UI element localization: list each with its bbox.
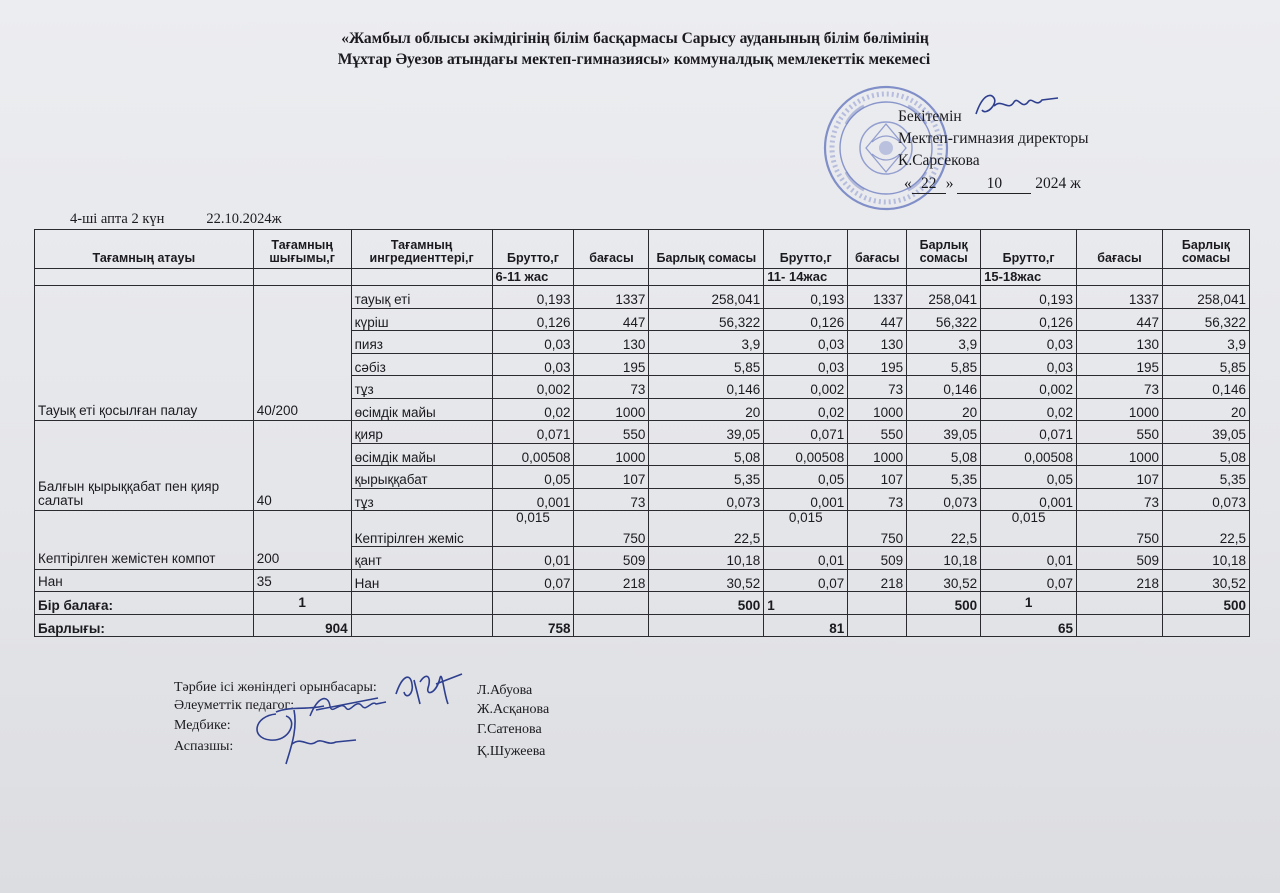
price-value-group-2: 195 [848, 353, 907, 376]
dish-yield: 200 [253, 511, 351, 570]
header-price-2: бағасы [848, 230, 907, 269]
price-value-group-3: 509 [1077, 547, 1163, 570]
total-value-group-1: 258,041 [649, 286, 764, 309]
price-value-group-3: 107 [1077, 466, 1163, 489]
ingredient-name: тұз [351, 488, 492, 511]
header-price-3: бағасы [1077, 230, 1163, 269]
total-value-group-1: 0,073 [649, 488, 764, 511]
header-gross-2: Брутто,г [764, 230, 848, 269]
total-value-group-2: 5,35 [907, 466, 981, 489]
price-value-group-1: 550 [574, 421, 649, 444]
header-ingredients: Тағамның ингредиенттері,г [351, 230, 492, 269]
gross-value-group-2: 0,015 [764, 511, 848, 547]
total-value-group-3: 5,35 [1162, 466, 1249, 489]
price-value-group-3: 195 [1077, 353, 1163, 376]
total-value-group-1: 30,52 [649, 569, 764, 592]
gross-value-group-3: 0,001 [981, 488, 1077, 511]
price-value-group-3: 73 [1077, 488, 1163, 511]
approval-date [904, 175, 1081, 194]
gross-value-group-3: 0,07 [981, 569, 1077, 592]
gross-value-group-2: 0,126 [764, 308, 848, 331]
price-value-group-2: 550 [848, 421, 907, 444]
total-value-group-1: 39,05 [649, 421, 764, 444]
director-name: К.Сарсекова [898, 152, 980, 169]
header-yield: Тағамның шығымы,г [253, 230, 351, 269]
ingredient-name: қияр [351, 421, 492, 444]
price-value-group-3: 750 [1077, 511, 1163, 547]
per-child-row [35, 592, 1250, 615]
gross-value-group-3: 0,02 [981, 398, 1077, 421]
total-value-group-3: 22,5 [1162, 511, 1249, 547]
gross-value-group-3: 0,071 [981, 421, 1077, 444]
staff-name: Қ.Шужеева [477, 744, 546, 759]
header-total-2: Барлық сомасы [907, 230, 981, 269]
total-value-group-1: 22,5 [649, 511, 764, 547]
total-value-group-3: 30,52 [1162, 569, 1249, 592]
staff-name: Г.Сатенова [477, 722, 542, 737]
ingredient-name: қырыққабат [351, 466, 492, 489]
dish-yield: 40 [253, 421, 351, 511]
price-value-group-2: 447 [848, 308, 907, 331]
table-row [35, 569, 1250, 592]
totals-label: Барлығы: [35, 614, 254, 637]
staff-name: Л.Абуова [477, 683, 533, 698]
total-value-group-3: 39,05 [1162, 421, 1249, 444]
price-value-group-1: 195 [574, 353, 649, 376]
gross-value-group-1: 0,01 [492, 547, 574, 570]
ingredient-name: қант [351, 547, 492, 570]
total-value-group-1: 56,322 [649, 308, 764, 331]
ingredient-name: Кептірілген жеміс [351, 511, 492, 547]
gross-value-group-2: 0,03 [764, 353, 848, 376]
gross-value-group-1: 0,03 [492, 353, 574, 376]
ingredient-name: тұз [351, 376, 492, 399]
approval-month: 10 [957, 175, 1031, 194]
gross-value-group-1: 0,00508 [492, 443, 574, 466]
gross-value-group-1: 0,05 [492, 466, 574, 489]
gross-value-group-2: 0,03 [764, 331, 848, 354]
gross-value-group-2: 0,002 [764, 376, 848, 399]
total-value-group-3: 20 [1162, 398, 1249, 421]
price-value-group-1: 1337 [574, 286, 649, 309]
gross-value-group-2: 0,02 [764, 398, 848, 421]
staff-role: Тәрбие ісі жөніндегі орынбасары: [174, 680, 377, 695]
price-value-group-1: 218 [574, 569, 649, 592]
gross-value-group-3: 0,00508 [981, 443, 1077, 466]
price-value-group-1: 447 [574, 308, 649, 331]
total-value-group-2: 0,146 [907, 376, 981, 399]
per-child-label: Бір балаға: [35, 592, 254, 615]
dish-yield: 35 [253, 569, 351, 592]
total-value-group-2: 5,85 [907, 353, 981, 376]
gross-value-group-2: 0,193 [764, 286, 848, 309]
totals-yield: 904 [253, 614, 351, 637]
header-gross-1: Брутто,г [492, 230, 574, 269]
gross-value-group-1: 0,03 [492, 331, 574, 354]
totals-group-2: 81 [764, 614, 848, 637]
deputy-signature [392, 664, 466, 714]
total-value-group-2: 0,073 [907, 488, 981, 511]
price-value-group-2: 750 [848, 511, 907, 547]
total-value-group-3: 3,9 [1162, 331, 1249, 354]
table-header-row [35, 230, 1250, 269]
price-value-group-1: 107 [574, 466, 649, 489]
staff-role: Медбике: [174, 718, 231, 733]
gross-value-group-3: 0,05 [981, 466, 1077, 489]
gross-value-group-2: 0,07 [764, 569, 848, 592]
gross-value-group-3: 0,015 [981, 511, 1077, 547]
ingredient-name: тауық еті [351, 286, 492, 309]
gross-value-group-3: 0,126 [981, 308, 1077, 331]
per-child-sum-3: 500 [1162, 592, 1249, 615]
total-value-group-3: 5,08 [1162, 443, 1249, 466]
staff-role: Әлеуметтік педагог: [174, 698, 295, 713]
total-value-group-2: 22,5 [907, 511, 981, 547]
menu-date-line [70, 211, 324, 228]
price-value-group-2: 1000 [848, 398, 907, 421]
dish-name: Балғын қырыққабат пен қияр салаты [35, 421, 254, 511]
total-value-group-1: 20 [649, 398, 764, 421]
gross-value-group-3: 0,03 [981, 353, 1077, 376]
age-group-3: 15-18жас [981, 269, 1077, 286]
gross-value-group-2: 0,00508 [764, 443, 848, 466]
staff-role: Аспазшы: [174, 739, 234, 754]
ingredient-name: өсімдік майы [351, 443, 492, 466]
nurse-cook-signature [246, 702, 362, 768]
dish-name: Кептірілген жемістен компот [35, 511, 254, 570]
ingredient-name: өсімдік майы [351, 398, 492, 421]
price-value-group-1: 750 [574, 511, 649, 547]
menu-table [34, 229, 1250, 637]
header-line-2: Мұхтар Әуезов атындағы мектеп-гимназиясы» коммуналдық мемлекеттік мекемесі [337, 51, 931, 68]
price-value-group-2: 73 [848, 488, 907, 511]
price-value-group-3: 550 [1077, 421, 1163, 444]
header-price-1: бағасы [574, 230, 649, 269]
total-value-group-2: 30,52 [907, 569, 981, 592]
gross-value-group-1: 0,02 [492, 398, 574, 421]
ingredient-name: пияз [351, 331, 492, 354]
totals-row [35, 614, 1250, 637]
director-position: Мектеп-гимназия директоры [898, 130, 1089, 147]
price-value-group-1: 73 [574, 376, 649, 399]
gross-value-group-1: 0,001 [492, 488, 574, 511]
price-value-group-2: 130 [848, 331, 907, 354]
dish-name: Тауық еті қосылған палау [35, 286, 254, 421]
total-value-group-1: 5,08 [649, 443, 764, 466]
date-quote-close: » [945, 175, 954, 192]
total-value-group-3: 56,322 [1162, 308, 1249, 331]
price-value-group-1: 1000 [574, 443, 649, 466]
per-child-count-2: 1 [764, 592, 848, 615]
total-value-group-1: 5,35 [649, 466, 764, 489]
total-value-group-1: 0,146 [649, 376, 764, 399]
age-group-1: 6-11 жас [492, 269, 574, 286]
header-dish: Тағамның атауы [35, 230, 254, 269]
gross-value-group-2: 0,05 [764, 466, 848, 489]
dish-yield: 40/200 [253, 286, 351, 421]
week-day: 4-ші апта 2 күн [70, 211, 165, 227]
gross-value-group-1: 0,015 [492, 511, 574, 547]
age-group-row [35, 269, 1250, 286]
gross-value-group-1: 0,126 [492, 308, 574, 331]
total-value-group-3: 5,85 [1162, 353, 1249, 376]
approval-year: 2024 ж [1035, 175, 1081, 192]
total-value-group-2: 10,18 [907, 547, 981, 570]
gross-value-group-1: 0,071 [492, 421, 574, 444]
approve-label: Бекітемін [898, 108, 962, 125]
gross-value-group-3: 0,03 [981, 331, 1077, 354]
gross-value-group-1: 0,07 [492, 569, 574, 592]
price-value-group-1: 1000 [574, 398, 649, 421]
staff-name: Ж.Асқанова [477, 702, 550, 717]
gross-value-group-3: 0,002 [981, 376, 1077, 399]
total-value-group-1: 5,85 [649, 353, 764, 376]
price-value-group-2: 73 [848, 376, 907, 399]
table-row [35, 511, 1250, 547]
gross-value-group-2: 0,01 [764, 547, 848, 570]
gross-value-group-2: 0,001 [764, 488, 848, 511]
header-gross-3: Брутто,г [981, 230, 1077, 269]
date-quote-open: « [904, 175, 912, 192]
gross-value-group-3: 0,01 [981, 547, 1077, 570]
total-value-group-2: 39,05 [907, 421, 981, 444]
total-value-group-2: 3,9 [907, 331, 981, 354]
header-total-1: Барлық сомасы [649, 230, 764, 269]
totals-group-3: 65 [981, 614, 1077, 637]
total-value-group-3: 10,18 [1162, 547, 1249, 570]
gross-value-group-1: 0,193 [492, 286, 574, 309]
director-signature [968, 88, 1060, 124]
table-row [35, 286, 1250, 309]
price-value-group-3: 218 [1077, 569, 1163, 592]
per-child-sum-1: 500 [649, 592, 764, 615]
price-value-group-1: 130 [574, 331, 649, 354]
per-child-count-1: 1 [253, 592, 351, 615]
total-value-group-2: 258,041 [907, 286, 981, 309]
price-value-group-2: 218 [848, 569, 907, 592]
total-value-group-3: 0,146 [1162, 376, 1249, 399]
header-total-3: Барлық сомасы [1162, 230, 1249, 269]
price-value-group-2: 107 [848, 466, 907, 489]
total-value-group-2: 5,08 [907, 443, 981, 466]
price-value-group-3: 73 [1077, 376, 1163, 399]
price-value-group-2: 509 [848, 547, 907, 570]
approval-day: 22 [912, 175, 946, 194]
table-row [35, 421, 1250, 444]
price-value-group-3: 1000 [1077, 398, 1163, 421]
gross-value-group-1: 0,002 [492, 376, 574, 399]
total-value-group-1: 3,9 [649, 331, 764, 354]
price-value-group-1: 73 [574, 488, 649, 511]
per-child-sum-2: 500 [907, 592, 981, 615]
price-value-group-3: 1337 [1077, 286, 1163, 309]
ingredient-name: күріш [351, 308, 492, 331]
total-value-group-2: 56,322 [907, 308, 981, 331]
price-value-group-3: 447 [1077, 308, 1163, 331]
totals-group-1: 758 [492, 614, 574, 637]
age-group-2: 11- 14жас [764, 269, 848, 286]
total-value-group-3: 258,041 [1162, 286, 1249, 309]
ingredient-name: сәбіз [351, 353, 492, 376]
ingredient-name: Нан [351, 569, 492, 592]
dish-name: Нан [35, 569, 254, 592]
total-value-group-3: 0,073 [1162, 488, 1249, 511]
price-value-group-2: 1337 [848, 286, 907, 309]
per-child-count-3: 1 [981, 592, 1077, 615]
menu-date: 22.10.2024ж [206, 211, 282, 227]
price-value-group-1: 509 [574, 547, 649, 570]
price-value-group-2: 1000 [848, 443, 907, 466]
gross-value-group-3: 0,193 [981, 286, 1077, 309]
total-value-group-1: 10,18 [649, 547, 764, 570]
header-line-1: «Жамбыл облысы әкімдігінің білім басқармасы Сарысу ауданының білім бөлімінің [341, 30, 929, 47]
price-value-group-3: 130 [1077, 331, 1163, 354]
gross-value-group-2: 0,071 [764, 421, 848, 444]
price-value-group-3: 1000 [1077, 443, 1163, 466]
total-value-group-2: 20 [907, 398, 981, 421]
